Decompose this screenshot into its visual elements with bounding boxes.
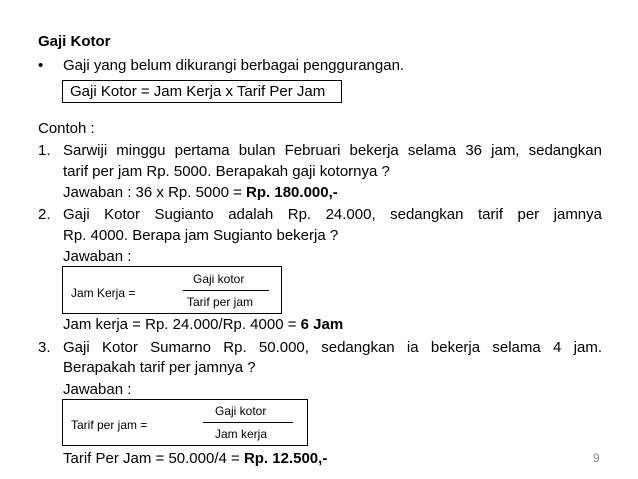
item-3-number: 3.	[38, 339, 51, 356]
bullet-symbol: •	[38, 57, 44, 74]
page-number: 9	[593, 451, 600, 465]
item-3-answer-result: Rp. 12.500,-	[243, 450, 328, 467]
item-1-line-2: tarif per jam Rp. 5000. Berapakah gaji kotornya ?	[63, 163, 390, 180]
item-1-answer	[63, 184, 338, 202]
item-2-fraction-bar	[183, 290, 269, 291]
item-1-answer-result: Rp. 180.000,-	[246, 184, 338, 201]
item-1-line-1: Sarwiji minggu pertama bulan Februari bekerja selama 36 jam, sedangkan	[63, 142, 602, 159]
item-2-fraction-numerator: Gaji kotor	[193, 272, 245, 286]
item-2-fraction-denominator: Tarif per jam	[187, 295, 254, 309]
formula-box	[62, 80, 342, 103]
item-3-jawaban: Jawaban :	[63, 381, 132, 398]
item-2-fraction-box	[62, 266, 282, 314]
item-2-jawaban: Jawaban :	[63, 248, 132, 265]
item-2-line-2: Rp. 4000. Berapa jam Sugianto bekerja ?	[63, 227, 339, 244]
item-2-answer-prefix: Jam kerja = Rp. 24.000/Rp. 4000 =	[63, 316, 301, 333]
item-2-answer-result: 6 Jam	[300, 316, 344, 333]
item-3-fraction-bar	[203, 422, 293, 423]
heading: Gaji Kotor	[38, 33, 111, 50]
item-3-line-2: Berapakah tarif per jamnya ?	[63, 359, 256, 376]
item-3-fraction-denominator: Jam kerja	[215, 427, 268, 441]
contoh-label: Contoh :	[38, 120, 95, 137]
item-3-answer-prefix: Tarif Per Jam = 50.000/4 =	[63, 450, 244, 467]
item-1-answer-prefix: Jawaban : 36 x Rp. 5000 =	[63, 184, 247, 201]
item-3-line-1: Gaji Kotor Sumarno Rp. 50.000, sedangkan ia bekerja selama 4 jam.	[63, 339, 602, 356]
item-2-line-1: Gaji Kotor Sugianto adalah Rp. 24.000, sedangkan tarif per jamnya	[63, 206, 602, 223]
item-2-number: 2.	[38, 206, 51, 223]
item-3-fraction-box	[62, 399, 308, 446]
bullet-text: Gaji yang belum dikurangi berbagai penggurangan.	[63, 57, 405, 74]
item-3-fraction-numerator: Gaji kotor	[215, 404, 267, 418]
item-2-answer	[63, 316, 343, 334]
formula-text: Gaji Kotor = Jam Kerja x Tarif Per Jam	[70, 83, 326, 100]
item-1-number: 1.	[38, 142, 51, 159]
item-3-fraction-left: Tarif per jam =	[71, 418, 148, 432]
item-2-fraction-left: Jam Kerja =	[71, 286, 136, 300]
item-3-answer	[63, 450, 327, 468]
